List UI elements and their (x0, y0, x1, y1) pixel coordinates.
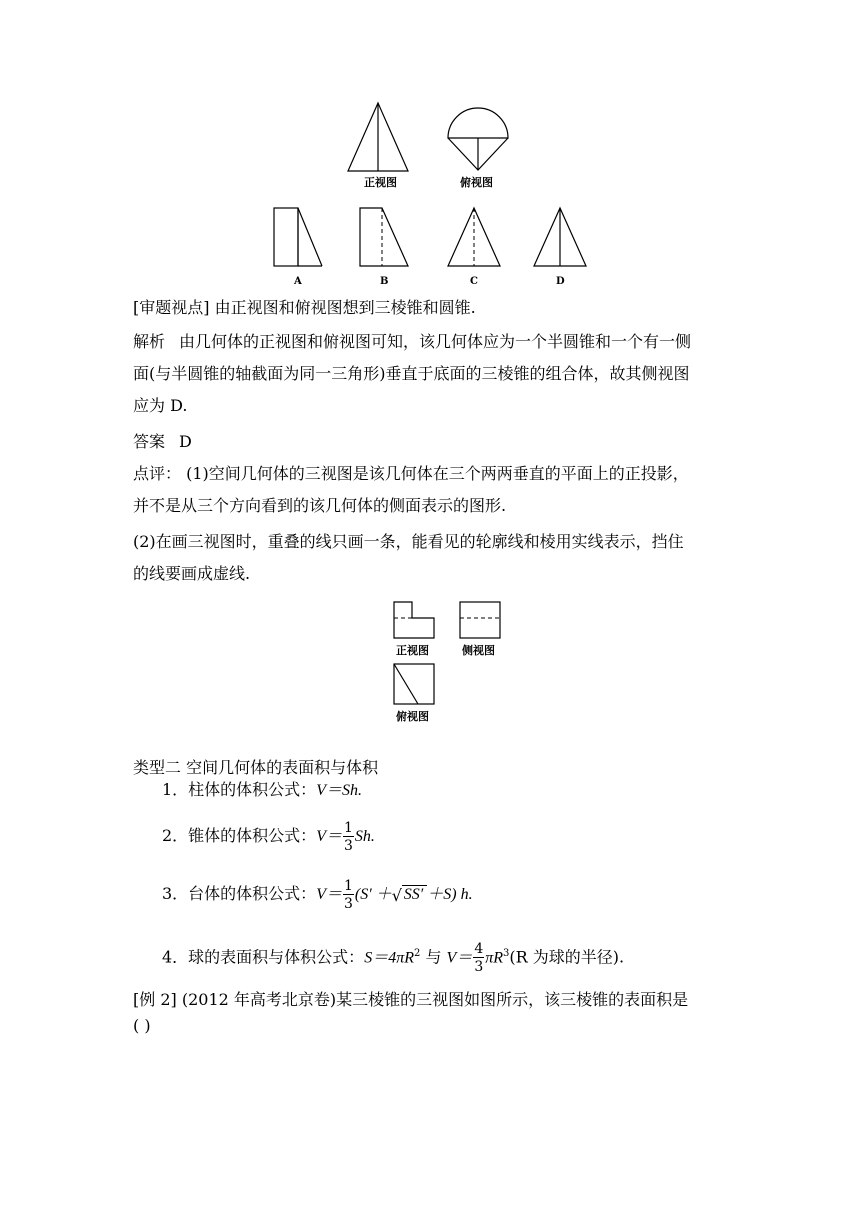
option-c-label: C (470, 276, 478, 287)
front-view-label: 正视图 (396, 644, 429, 657)
formula-1-label: 1．柱体的体积公式： (162, 780, 317, 799)
comment-line-3: (2)在画三视图时，重叠的线只画一条，能看见的轮廓线和棱用实线表示，挡住 (133, 532, 684, 551)
formula-2-v: V＝ (316, 828, 342, 845)
top-view-semicircle (448, 108, 508, 138)
formula-3-b: ＋S) h. (427, 886, 473, 903)
formula-3-v: V＝ (316, 886, 342, 903)
formula-3 (162, 876, 473, 913)
comment-line-4: 的线要画成虚线. (133, 564, 251, 583)
top-view-diagonal (394, 664, 418, 704)
comment-line-2: 并不是从三个方向看到的该几何体的侧面表示的图形. (133, 496, 507, 515)
formula-2-numerator: 1 (343, 819, 353, 836)
front-view-label: 正视图 (364, 176, 397, 189)
review-tag: [审题视点] (133, 298, 210, 317)
formula-4-and: 与 (420, 947, 447, 967)
formula-3-fraction (343, 879, 354, 911)
formula-4-s: S＝4πR (364, 949, 414, 967)
option-b-shape (360, 208, 408, 266)
formula-3-label: 3．台体的体积公式： (162, 884, 317, 903)
section-title: 类型二 空间几何体的表面积与体积 (133, 758, 379, 777)
formula-4-exp2: 3 (503, 948, 510, 959)
formula-4-denominator: 3 (474, 958, 484, 975)
formula-3-radicand: SS′ (402, 885, 428, 903)
figure-views-example (390, 598, 510, 726)
option-a-slant (298, 208, 322, 266)
formula-1 (162, 780, 362, 801)
top-view-label: 俯视图 (460, 176, 493, 189)
formula-3-sqrt (392, 876, 428, 913)
formula-3-a: (S′ ＋ (354, 886, 392, 903)
comment-line-1: 点评： (1)空间几何体的三视图是该几何体在三个两两垂直的平面上的正投影， (133, 464, 689, 483)
option-d-label: D (556, 276, 565, 287)
figure-options (270, 204, 590, 294)
formula-4 (162, 936, 624, 976)
formula-4-note: (R 为球的半径). (509, 947, 625, 967)
analysis-text-1: 由几何体的正视图和俯视图可知，该几何体应为一个半圆锥和一个有一侧 (179, 332, 692, 351)
example-line-2: ( ) (133, 1016, 151, 1035)
formula-1-expr: V＝Sh. (316, 782, 362, 799)
option-a-label: A (294, 276, 302, 287)
top-view-label: 俯视图 (396, 710, 429, 723)
formula-2-fraction (343, 821, 354, 853)
formula-4-v: V＝ (446, 949, 473, 967)
formula-4-numerator: 4 (474, 940, 484, 957)
formula-2-tail: Sh. (354, 828, 375, 845)
formula-4-exp: 2 (413, 948, 421, 959)
answer-line (133, 432, 192, 452)
formula-2 (162, 818, 375, 855)
review-line (133, 298, 476, 318)
answer-value: D (179, 432, 192, 451)
formula-2-label: 2．锥体的体积公式： (162, 826, 317, 845)
option-a-rect (274, 208, 298, 266)
review-body: 由正视图和俯视图想到三棱锥和圆锥. (209, 298, 476, 317)
option-b-label: B (380, 276, 389, 287)
formula-3-numerator: 1 (343, 877, 353, 894)
formula-4-fraction (473, 942, 484, 974)
front-view-l-shape (394, 602, 434, 638)
analysis-tag: 解析 (133, 332, 166, 351)
side-view-square (460, 602, 500, 638)
example-line-1: [例 2] (2012 年高考北京卷)某三棱锥的三视图如图所示，该三棱锥的表面积是 (133, 990, 689, 1009)
formula-2-denominator: 3 (343, 837, 353, 854)
analysis-line-3: 应为 D. (133, 396, 188, 415)
answer-tag: 答案 (133, 432, 166, 451)
formula-4-pi: πR (485, 949, 504, 967)
sqrt-icon: √ (391, 886, 402, 905)
analysis-line-2: 面(与半圆锥的轴截面为同一三角形)垂直于底面的三棱锥的组合体，故其侧视图 (133, 364, 690, 383)
formula-4-label: 4．球的表面积与体积公式： (162, 947, 365, 967)
formula-3-denominator: 3 (343, 895, 353, 912)
analysis-line-1 (133, 332, 691, 352)
side-view-label: 侧视图 (462, 644, 495, 657)
